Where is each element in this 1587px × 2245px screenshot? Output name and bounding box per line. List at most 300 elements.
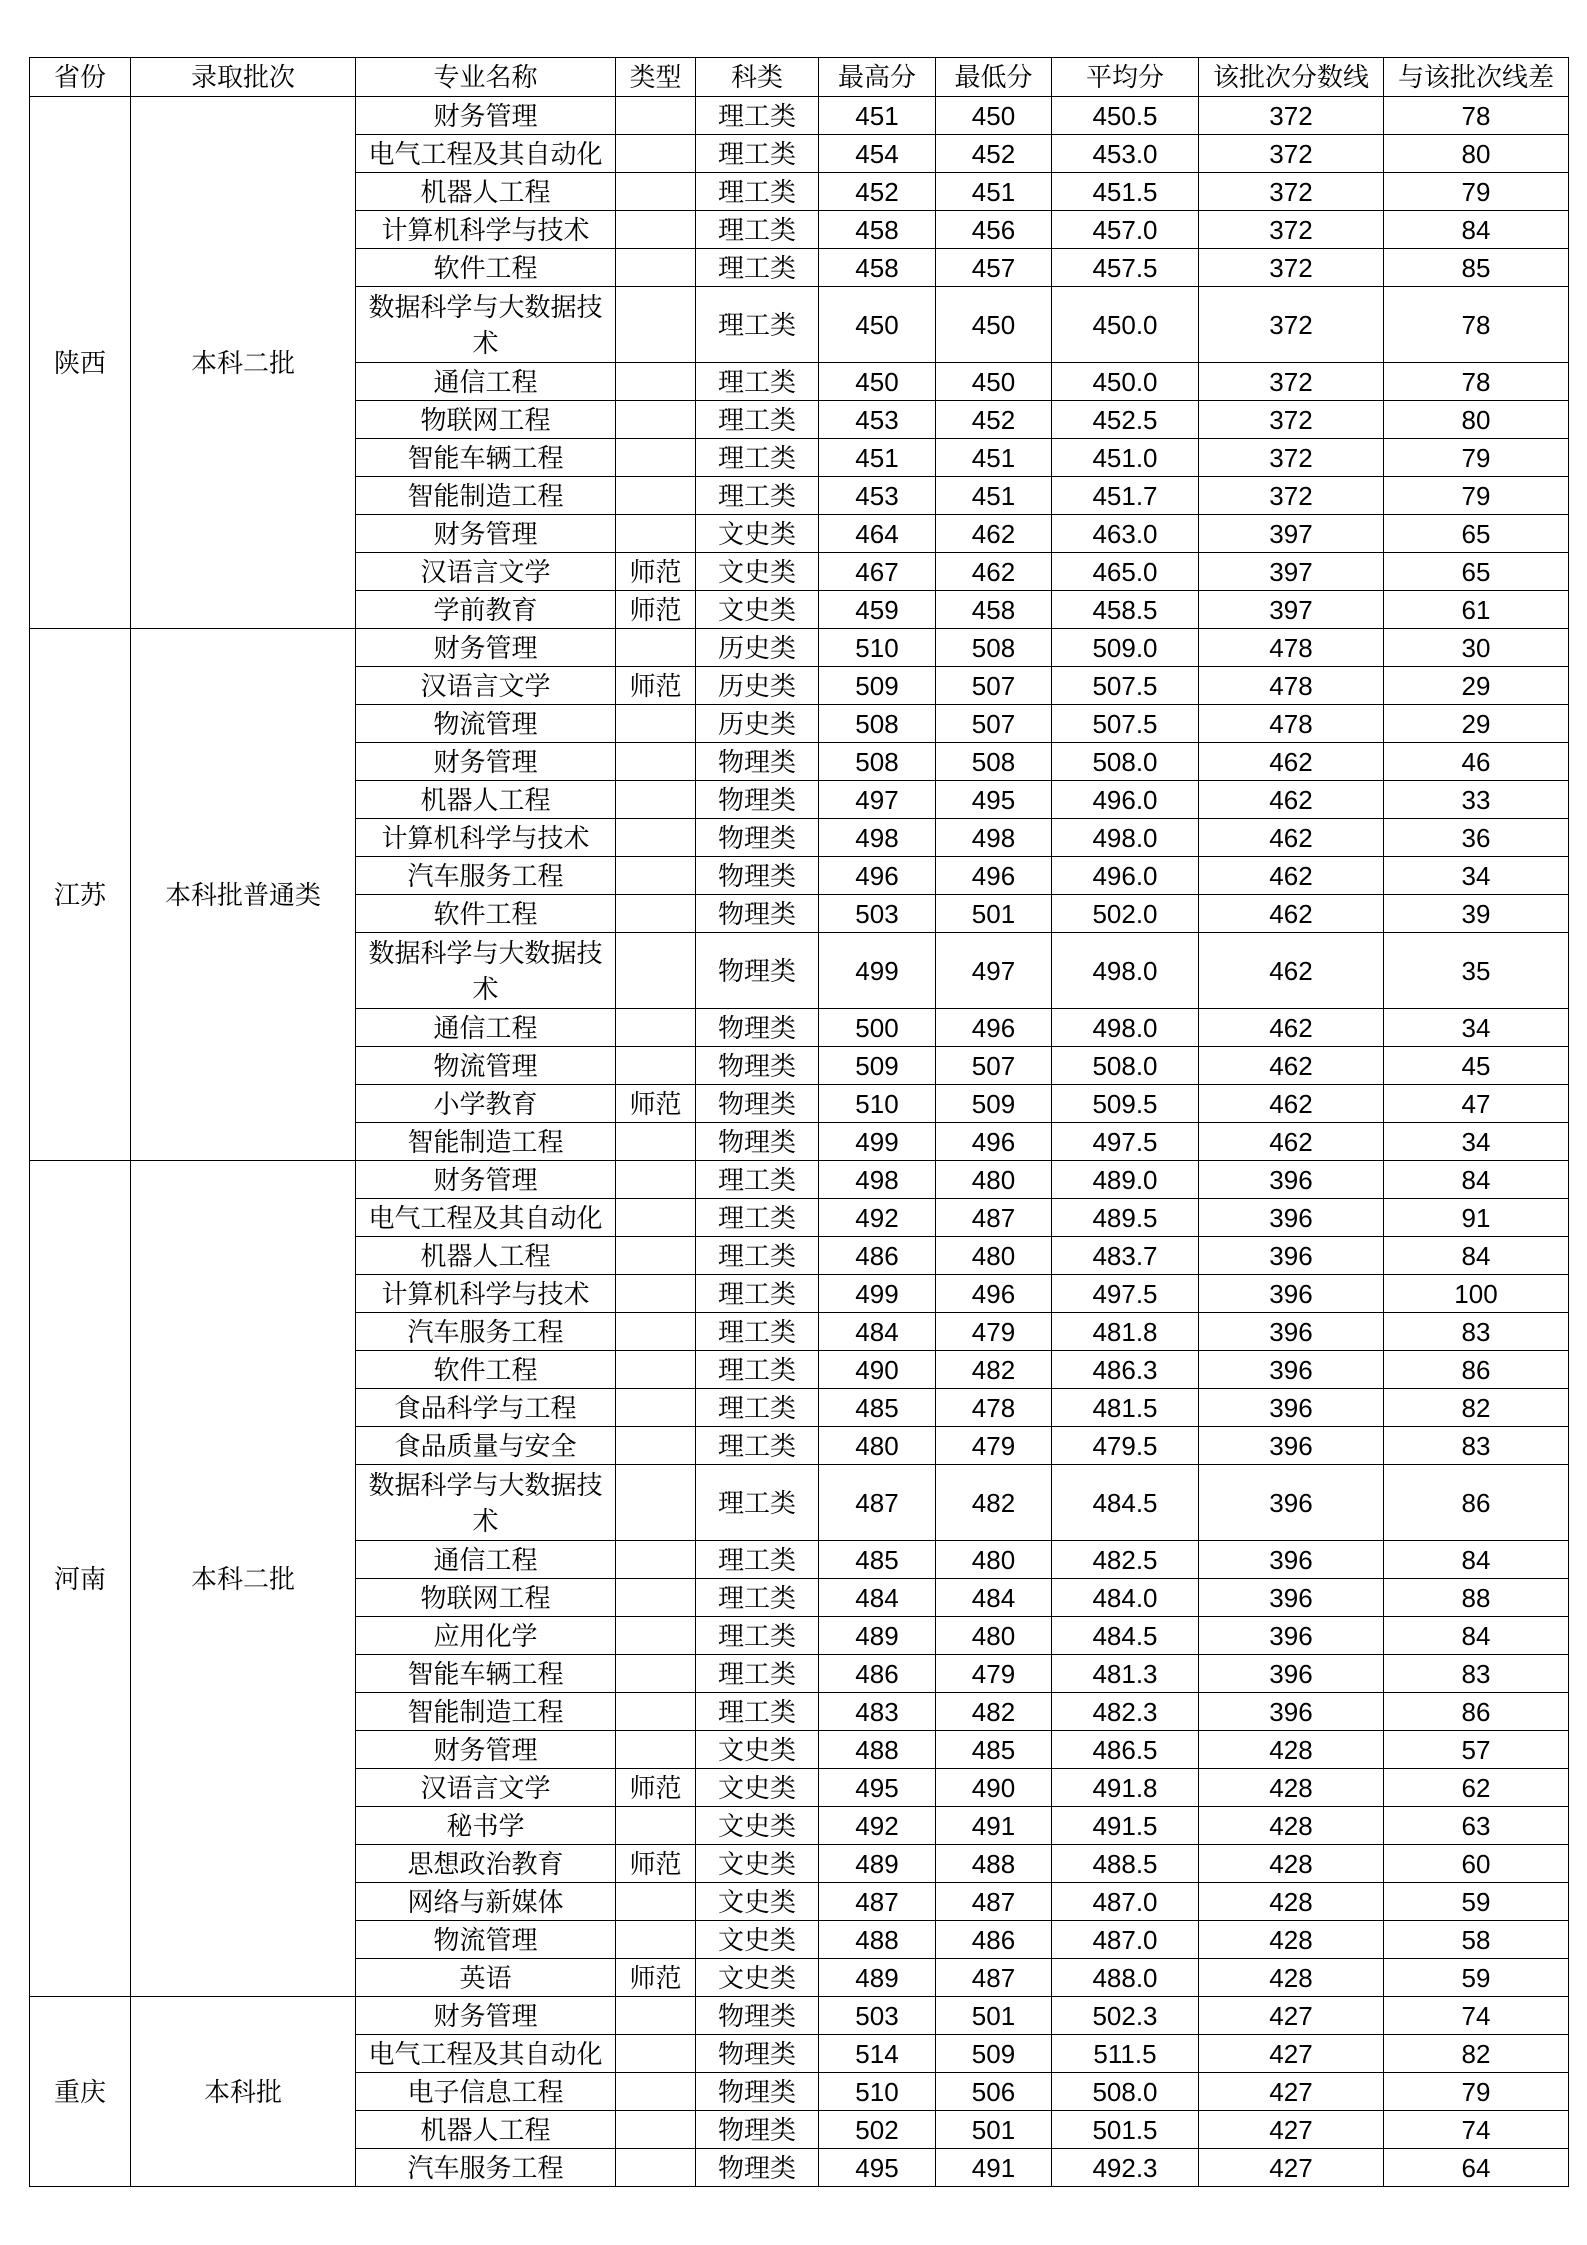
diff-cell: 39	[1384, 895, 1569, 933]
avg-score-cell: 501.5	[1052, 2111, 1199, 2149]
avg-score-cell: 458.5	[1052, 591, 1199, 629]
avg-score-cell: 451.5	[1052, 173, 1199, 211]
min-score-cell: 482	[936, 1693, 1052, 1731]
category-cell: 物理类	[696, 743, 819, 781]
category-cell: 理工类	[696, 1655, 819, 1693]
batch-line-cell: 462	[1199, 1009, 1384, 1047]
diff-cell: 85	[1384, 249, 1569, 287]
major-cell: 汽车服务工程	[356, 1313, 616, 1351]
min-score-cell: 497	[936, 933, 1052, 1009]
diff-cell: 63	[1384, 1807, 1569, 1845]
diff-cell: 84	[1384, 1541, 1569, 1579]
type-cell	[616, 1541, 696, 1579]
category-cell: 理工类	[696, 1199, 819, 1237]
max-score-cell: 454	[819, 135, 936, 173]
min-score-cell: 457	[936, 249, 1052, 287]
max-score-cell: 492	[819, 1199, 936, 1237]
major-cell: 数据科学与大数据技术	[356, 933, 616, 1009]
batch-line-cell: 396	[1199, 1161, 1384, 1199]
avg-score-cell: 491.8	[1052, 1769, 1199, 1807]
avg-score-cell: 482.5	[1052, 1541, 1199, 1579]
batch-line-cell: 396	[1199, 1351, 1384, 1389]
batch-line-cell: 462	[1199, 1085, 1384, 1123]
category-cell: 文史类	[696, 1883, 819, 1921]
category-cell: 物理类	[696, 819, 819, 857]
category-cell: 理工类	[696, 173, 819, 211]
batch-line-cell: 372	[1199, 401, 1384, 439]
type-cell: 师范	[616, 1959, 696, 1997]
min-score-cell: 479	[936, 1655, 1052, 1693]
category-cell: 理工类	[696, 1237, 819, 1275]
major-cell: 汽车服务工程	[356, 2149, 616, 2187]
major-cell: 智能车辆工程	[356, 439, 616, 477]
type-cell	[616, 2035, 696, 2073]
batch-line-cell: 396	[1199, 1237, 1384, 1275]
major-cell: 机器人工程	[356, 2111, 616, 2149]
type-cell	[616, 781, 696, 819]
batch-line-cell: 427	[1199, 2149, 1384, 2187]
batch-line-cell: 462	[1199, 819, 1384, 857]
major-cell: 电子信息工程	[356, 2073, 616, 2111]
major-cell: 软件工程	[356, 249, 616, 287]
diff-cell: 79	[1384, 439, 1569, 477]
max-score-cell: 487	[819, 1883, 936, 1921]
min-score-cell: 508	[936, 743, 1052, 781]
min-score-cell: 450	[936, 287, 1052, 363]
diff-cell: 79	[1384, 2073, 1569, 2111]
avg-score-cell: 488.0	[1052, 1959, 1199, 1997]
max-score-cell: 497	[819, 781, 936, 819]
category-cell: 理工类	[696, 477, 819, 515]
batch-line-cell: 396	[1199, 1199, 1384, 1237]
category-cell: 文史类	[696, 1921, 819, 1959]
table-body	[30, 97, 1569, 2187]
avg-score-cell: 481.3	[1052, 1655, 1199, 1693]
major-cell: 应用化学	[356, 1617, 616, 1655]
batch-line-cell: 428	[1199, 1731, 1384, 1769]
max-score-cell: 509	[819, 1047, 936, 1085]
avg-score-cell: 451.0	[1052, 439, 1199, 477]
major-cell: 网络与新媒体	[356, 1883, 616, 1921]
major-cell: 计算机科学与技术	[356, 1275, 616, 1313]
major-cell: 物联网工程	[356, 401, 616, 439]
batch-line-cell: 428	[1199, 1845, 1384, 1883]
max-score-cell: 453	[819, 477, 936, 515]
province-cell: 重庆	[30, 1997, 131, 2187]
avg-score-cell: 502.0	[1052, 895, 1199, 933]
avg-score-cell: 511.5	[1052, 2035, 1199, 2073]
min-score-cell: 458	[936, 591, 1052, 629]
batch-line-cell: 428	[1199, 1807, 1384, 1845]
header-batch: 录取批次	[131, 58, 356, 97]
batch-line-cell: 396	[1199, 1693, 1384, 1731]
diff-cell: 80	[1384, 401, 1569, 439]
avg-score-cell: 507.5	[1052, 667, 1199, 705]
min-score-cell: 507	[936, 667, 1052, 705]
batch-line-cell: 396	[1199, 1275, 1384, 1313]
batch-line-cell: 372	[1199, 287, 1384, 363]
major-cell: 数据科学与大数据技术	[356, 1465, 616, 1541]
diff-cell: 46	[1384, 743, 1569, 781]
max-score-cell: 508	[819, 705, 936, 743]
batch-line-cell: 462	[1199, 743, 1384, 781]
max-score-cell: 502	[819, 2111, 936, 2149]
batch-line-cell: 427	[1199, 2073, 1384, 2111]
avg-score-cell: 496.0	[1052, 857, 1199, 895]
max-score-cell: 467	[819, 553, 936, 591]
avg-score-cell: 479.5	[1052, 1427, 1199, 1465]
category-cell: 理工类	[696, 1465, 819, 1541]
max-score-cell: 503	[819, 1997, 936, 2035]
batch-line-cell: 428	[1199, 1921, 1384, 1959]
max-score-cell: 495	[819, 2149, 936, 2187]
avg-score-cell: 487.0	[1052, 1883, 1199, 1921]
admission-scores-table	[29, 57, 1569, 2187]
diff-cell: 64	[1384, 2149, 1569, 2187]
batch-line-cell: 372	[1199, 439, 1384, 477]
avg-score-cell: 508.0	[1052, 743, 1199, 781]
category-cell: 物理类	[696, 1997, 819, 2035]
batch-line-cell: 372	[1199, 211, 1384, 249]
category-cell: 物理类	[696, 2035, 819, 2073]
diff-cell: 62	[1384, 1769, 1569, 1807]
avg-score-cell: 457.0	[1052, 211, 1199, 249]
min-score-cell: 509	[936, 1085, 1052, 1123]
category-cell: 物理类	[696, 933, 819, 1009]
type-cell	[616, 933, 696, 1009]
avg-score-cell: 489.5	[1052, 1199, 1199, 1237]
max-score-cell: 484	[819, 1579, 936, 1617]
type-cell	[616, 2073, 696, 2111]
max-score-cell: 514	[819, 2035, 936, 2073]
category-cell: 文史类	[696, 1845, 819, 1883]
batch-line-cell: 372	[1199, 173, 1384, 211]
category-cell: 理工类	[696, 1541, 819, 1579]
batch-line-cell: 396	[1199, 1465, 1384, 1541]
type-cell	[616, 1123, 696, 1161]
avg-score-cell: 450.0	[1052, 287, 1199, 363]
batch-line-cell: 372	[1199, 97, 1384, 135]
category-cell: 物理类	[696, 1085, 819, 1123]
header-category: 科类	[696, 58, 819, 97]
avg-score-cell: 497.5	[1052, 1123, 1199, 1161]
diff-cell: 29	[1384, 667, 1569, 705]
type-cell	[616, 743, 696, 781]
table-row	[30, 97, 1569, 135]
avg-score-cell: 484.5	[1052, 1465, 1199, 1541]
type-cell	[616, 97, 696, 135]
min-score-cell: 487	[936, 1883, 1052, 1921]
diff-cell: 61	[1384, 591, 1569, 629]
diff-cell: 47	[1384, 1085, 1569, 1123]
major-cell: 电气工程及其自动化	[356, 135, 616, 173]
type-cell	[616, 1655, 696, 1693]
diff-cell: 57	[1384, 1731, 1569, 1769]
min-score-cell: 487	[936, 1959, 1052, 1997]
diff-cell: 74	[1384, 2111, 1569, 2149]
category-cell: 物理类	[696, 1123, 819, 1161]
batch-line-cell: 427	[1199, 2035, 1384, 2073]
major-cell: 物流管理	[356, 705, 616, 743]
min-score-cell: 501	[936, 2111, 1052, 2149]
max-score-cell: 483	[819, 1693, 936, 1731]
max-score-cell: 486	[819, 1655, 936, 1693]
batch-line-cell: 397	[1199, 553, 1384, 591]
avg-score-cell: 498.0	[1052, 933, 1199, 1009]
type-cell	[616, 819, 696, 857]
avg-score-cell: 451.7	[1052, 477, 1199, 515]
type-cell	[616, 1275, 696, 1313]
category-cell: 理工类	[696, 1161, 819, 1199]
min-score-cell: 496	[936, 1275, 1052, 1313]
avg-score-cell: 484.5	[1052, 1617, 1199, 1655]
avg-score-cell: 463.0	[1052, 515, 1199, 553]
avg-score-cell: 488.5	[1052, 1845, 1199, 1883]
max-score-cell: 499	[819, 1123, 936, 1161]
category-cell: 理工类	[696, 1275, 819, 1313]
max-score-cell: 450	[819, 287, 936, 363]
batch-line-cell: 397	[1199, 515, 1384, 553]
max-score-cell: 458	[819, 249, 936, 287]
diff-cell: 65	[1384, 515, 1569, 553]
avg-score-cell: 482.3	[1052, 1693, 1199, 1731]
avg-score-cell: 452.5	[1052, 401, 1199, 439]
category-cell: 理工类	[696, 287, 819, 363]
batch-line-cell: 428	[1199, 1883, 1384, 1921]
diff-cell: 82	[1384, 2035, 1569, 2073]
type-cell	[616, 1313, 696, 1351]
min-score-cell: 495	[936, 781, 1052, 819]
major-cell: 通信工程	[356, 1009, 616, 1047]
diff-cell: 78	[1384, 363, 1569, 401]
type-cell	[616, 1161, 696, 1199]
category-cell: 文史类	[696, 553, 819, 591]
type-cell	[616, 1997, 696, 2035]
min-score-cell: 482	[936, 1351, 1052, 1389]
type-cell	[616, 439, 696, 477]
min-score-cell: 501	[936, 895, 1052, 933]
batch-line-cell: 397	[1199, 591, 1384, 629]
diff-cell: 34	[1384, 1009, 1569, 1047]
min-score-cell: 480	[936, 1617, 1052, 1655]
diff-cell: 30	[1384, 629, 1569, 667]
type-cell: 师范	[616, 1085, 696, 1123]
batch-line-cell: 462	[1199, 781, 1384, 819]
max-score-cell: 487	[819, 1465, 936, 1541]
major-cell: 汉语言文学	[356, 667, 616, 705]
category-cell: 理工类	[696, 401, 819, 439]
max-score-cell: 452	[819, 173, 936, 211]
min-score-cell: 506	[936, 2073, 1052, 2111]
major-cell: 智能制造工程	[356, 1693, 616, 1731]
category-cell: 理工类	[696, 1313, 819, 1351]
header-batch-line: 该批次分数线	[1199, 58, 1384, 97]
type-cell	[616, 1731, 696, 1769]
min-score-cell: 507	[936, 1047, 1052, 1085]
diff-cell: 45	[1384, 1047, 1569, 1085]
major-cell: 计算机科学与技术	[356, 211, 616, 249]
type-cell	[616, 173, 696, 211]
major-cell: 财务管理	[356, 1997, 616, 2035]
category-cell: 文史类	[696, 591, 819, 629]
province-cell: 江苏	[30, 629, 131, 1161]
avg-score-cell: 465.0	[1052, 553, 1199, 591]
category-cell: 物理类	[696, 2111, 819, 2149]
avg-score-cell: 450.0	[1052, 363, 1199, 401]
batch-line-cell: 462	[1199, 1047, 1384, 1085]
min-score-cell: 496	[936, 1009, 1052, 1047]
header-type: 类型	[616, 58, 696, 97]
min-score-cell: 501	[936, 1997, 1052, 2035]
category-cell: 理工类	[696, 249, 819, 287]
max-score-cell: 488	[819, 1921, 936, 1959]
min-score-cell: 451	[936, 439, 1052, 477]
type-cell	[616, 477, 696, 515]
category-cell: 理工类	[696, 439, 819, 477]
min-score-cell: 450	[936, 97, 1052, 135]
table-row	[30, 629, 1569, 667]
category-cell: 历史类	[696, 629, 819, 667]
type-cell: 师范	[616, 591, 696, 629]
major-cell: 思想政治教育	[356, 1845, 616, 1883]
max-score-cell: 510	[819, 629, 936, 667]
major-cell: 计算机科学与技术	[356, 819, 616, 857]
category-cell: 历史类	[696, 705, 819, 743]
major-cell: 物流管理	[356, 1047, 616, 1085]
batch-line-cell: 372	[1199, 249, 1384, 287]
diff-cell: 60	[1384, 1845, 1569, 1883]
diff-cell: 82	[1384, 1389, 1569, 1427]
avg-score-cell: 486.5	[1052, 1731, 1199, 1769]
category-cell: 理工类	[696, 1427, 819, 1465]
major-cell: 通信工程	[356, 363, 616, 401]
category-cell: 文史类	[696, 515, 819, 553]
min-score-cell: 488	[936, 1845, 1052, 1883]
category-cell: 理工类	[696, 363, 819, 401]
batch-line-cell: 372	[1199, 363, 1384, 401]
avg-score-cell: 450.5	[1052, 97, 1199, 135]
category-cell: 历史类	[696, 667, 819, 705]
major-cell: 财务管理	[356, 1731, 616, 1769]
category-cell: 理工类	[696, 1579, 819, 1617]
batch-line-cell: 462	[1199, 857, 1384, 895]
max-score-cell: 508	[819, 743, 936, 781]
min-score-cell: 508	[936, 629, 1052, 667]
batch-cell: 本科二批	[131, 1161, 356, 1997]
diff-cell: 80	[1384, 135, 1569, 173]
avg-score-cell: 498.0	[1052, 819, 1199, 857]
major-cell: 机器人工程	[356, 781, 616, 819]
category-cell: 理工类	[696, 211, 819, 249]
category-cell: 理工类	[696, 1351, 819, 1389]
avg-score-cell: 484.0	[1052, 1579, 1199, 1617]
header-row	[30, 58, 1569, 97]
type-cell	[616, 363, 696, 401]
min-score-cell: 452	[936, 135, 1052, 173]
major-cell: 电气工程及其自动化	[356, 2035, 616, 2073]
type-cell	[616, 2111, 696, 2149]
type-cell	[616, 211, 696, 249]
diff-cell: 74	[1384, 1997, 1569, 2035]
max-score-cell: 480	[819, 1427, 936, 1465]
type-cell	[616, 857, 696, 895]
diff-cell: 78	[1384, 97, 1569, 135]
min-score-cell: 491	[936, 1807, 1052, 1845]
max-score-cell: 490	[819, 1351, 936, 1389]
batch-cell: 本科二批	[131, 97, 356, 629]
type-cell	[616, 1579, 696, 1617]
major-cell: 汉语言文学	[356, 553, 616, 591]
avg-score-cell: 481.8	[1052, 1313, 1199, 1351]
major-cell: 财务管理	[356, 629, 616, 667]
min-score-cell: 479	[936, 1427, 1052, 1465]
province-cell: 河南	[30, 1161, 131, 1997]
max-score-cell: 485	[819, 1389, 936, 1427]
header-major: 专业名称	[356, 58, 616, 97]
type-cell	[616, 1009, 696, 1047]
type-cell	[616, 2149, 696, 2187]
diff-cell: 59	[1384, 1883, 1569, 1921]
batch-line-cell: 462	[1199, 933, 1384, 1009]
avg-score-cell: 489.0	[1052, 1161, 1199, 1199]
max-score-cell: 488	[819, 1731, 936, 1769]
major-cell: 软件工程	[356, 895, 616, 933]
max-score-cell: 496	[819, 857, 936, 895]
major-cell: 财务管理	[356, 1161, 616, 1199]
category-cell: 理工类	[696, 1617, 819, 1655]
max-score-cell: 492	[819, 1807, 936, 1845]
min-score-cell: 486	[936, 1921, 1052, 1959]
batch-line-cell: 478	[1199, 705, 1384, 743]
max-score-cell: 451	[819, 439, 936, 477]
min-score-cell: 480	[936, 1237, 1052, 1275]
category-cell: 物理类	[696, 857, 819, 895]
type-cell	[616, 1807, 696, 1845]
batch-line-cell: 462	[1199, 1123, 1384, 1161]
max-score-cell: 485	[819, 1541, 936, 1579]
max-score-cell: 489	[819, 1959, 936, 1997]
min-score-cell: 484	[936, 1579, 1052, 1617]
major-cell: 智能制造工程	[356, 1123, 616, 1161]
batch-line-cell: 396	[1199, 1541, 1384, 1579]
batch-line-cell: 396	[1199, 1617, 1384, 1655]
min-score-cell: 452	[936, 401, 1052, 439]
type-cell: 师范	[616, 553, 696, 591]
province-cell: 陕西	[30, 97, 131, 629]
major-cell: 软件工程	[356, 1351, 616, 1389]
diff-cell: 84	[1384, 1237, 1569, 1275]
category-cell: 文史类	[696, 1769, 819, 1807]
max-score-cell: 484	[819, 1313, 936, 1351]
batch-cell: 本科批普通类	[131, 629, 356, 1161]
avg-score-cell: 509.5	[1052, 1085, 1199, 1123]
batch-line-cell: 396	[1199, 1313, 1384, 1351]
max-score-cell: 510	[819, 2073, 936, 2111]
header-avg-score: 平均分	[1052, 58, 1199, 97]
min-score-cell: 496	[936, 1123, 1052, 1161]
batch-line-cell: 478	[1199, 667, 1384, 705]
min-score-cell: 507	[936, 705, 1052, 743]
batch-line-cell: 372	[1199, 135, 1384, 173]
max-score-cell: 451	[819, 97, 936, 135]
category-cell: 理工类	[696, 1693, 819, 1731]
avg-score-cell: 486.3	[1052, 1351, 1199, 1389]
major-cell: 数据科学与大数据技术	[356, 287, 616, 363]
min-score-cell: 496	[936, 857, 1052, 895]
diff-cell: 91	[1384, 1199, 1569, 1237]
diff-cell: 84	[1384, 1617, 1569, 1655]
type-cell	[616, 1693, 696, 1731]
